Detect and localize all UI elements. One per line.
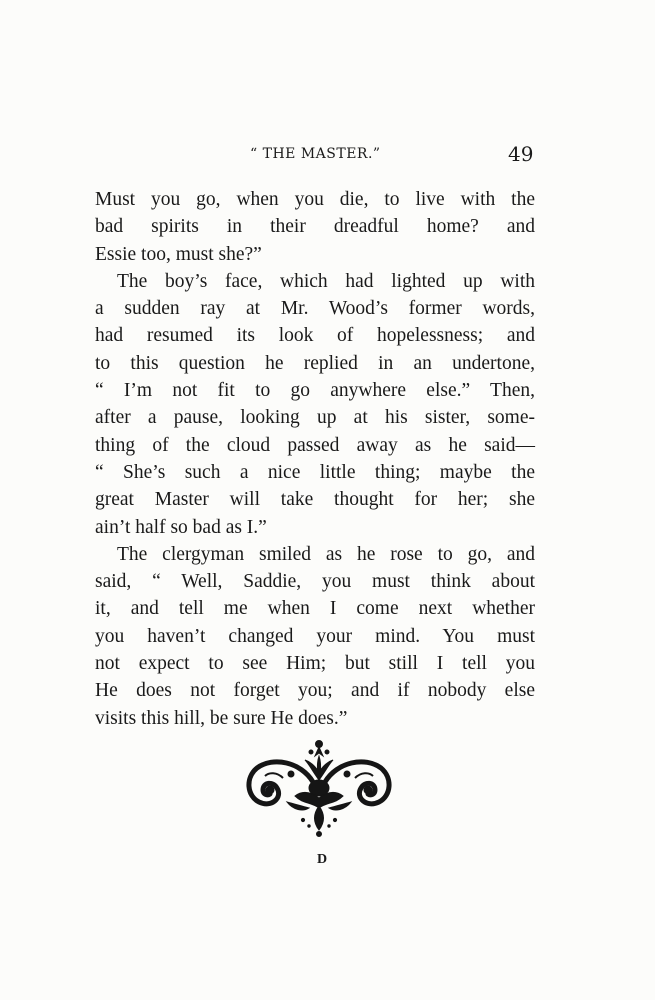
text-line: thing of the cloud passed away as he said— <box>95 434 535 456</box>
signature-mark: D <box>317 852 328 867</box>
text-line: The boy’s face, which had lighted up with <box>117 270 535 292</box>
text-line: visits this hill, be sure He does.” <box>95 707 348 729</box>
ornamental-tailpiece-icon <box>243 738 395 838</box>
text-line: Essie too, must she?” <box>95 243 262 265</box>
text-line: ain’t half so bad as I.” <box>95 516 267 538</box>
body-text <box>95 186 535 732</box>
text-line: great Master will take thought for her; she <box>95 489 535 511</box>
text-line: “ She’s such a nice little thing; maybe the <box>95 461 535 483</box>
text-line: a sudden ray at Mr. Wood’s former words, <box>95 298 535 320</box>
text-line: “ I’m not fit to go anywhere else.” Then, <box>95 380 535 402</box>
text-line: Must you go, when you die, to live with the <box>95 189 535 210</box>
text-line: bad spirits in their dreadful home? and <box>95 216 535 238</box>
page-number: 49 <box>508 142 534 166</box>
text-line: said, “ Well, Saddie, you must think about <box>95 571 535 593</box>
text-line: He does not forget you; and if nobody else <box>95 680 535 702</box>
text-line: had resumed its look of hopelessness; and <box>95 325 535 347</box>
text-line: you haven’t changed your mind. You must <box>95 625 535 647</box>
text-line: The clergyman smiled as he rose to go, and <box>117 543 535 565</box>
running-title: “ THE MASTER.” <box>250 146 381 162</box>
running-header <box>0 142 655 170</box>
text-line: not expect to see Him; but still I tell you <box>95 653 535 675</box>
text-line: to this question he replied in an undertone, <box>95 352 535 374</box>
text-line: it, and tell me when I come next whether <box>95 598 535 620</box>
text-line: after a pause, looking up at his sister, some- <box>95 407 535 429</box>
